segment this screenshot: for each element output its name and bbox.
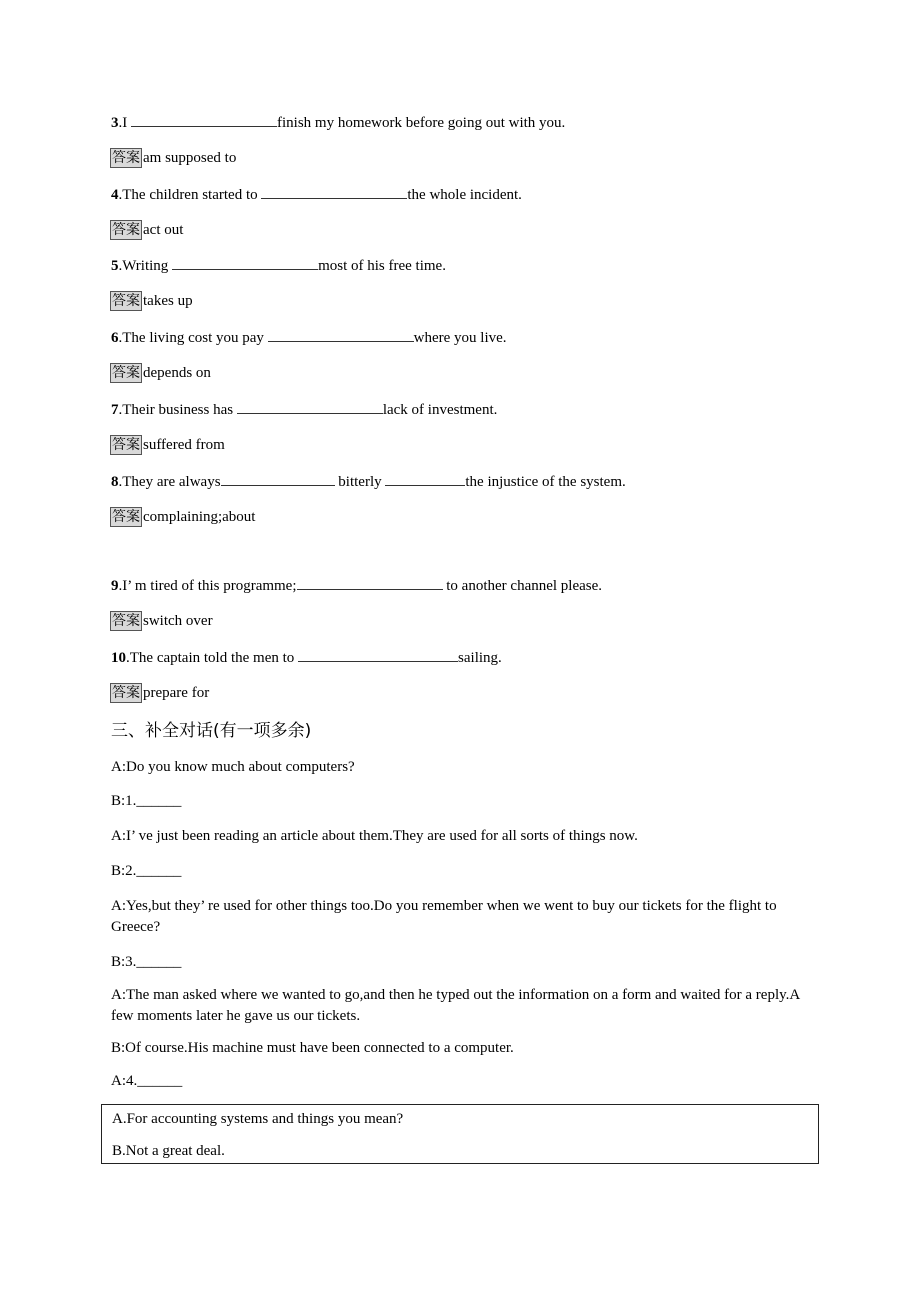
dialogue-line: B:1.______ [111,793,182,809]
answer-blank [237,401,383,414]
answer-blank [298,649,458,662]
question-7: 7.Their business has lack of investment. [111,402,498,418]
dialogue-line: B:2.______ [111,863,182,879]
answer-toggle-button[interactable]: 答案 [112,293,140,309]
question-8: 8.They are always bitterly the injustice of the system. [111,474,626,490]
answer-blank [221,473,335,486]
question-4: 4.The children started to the whole incident. [111,187,522,203]
dialogue-line: A:I’ ve just been reading an article about them.They are used for all sorts of things now. [111,828,638,844]
answer-9: 答案 switch over [112,613,213,629]
question-5: 5.Writing most of his free time. [111,258,446,274]
answer-5: 答案 takes up [112,293,193,309]
answer-blank-2 [385,473,465,486]
dialogue-line: A:Yes,but they’ re used for other things too.Do you remember when we went to buy our tickets for the flight to Greece? [111,898,777,935]
answer-toggle-button[interactable]: 答案 [112,437,140,453]
question-10: 10.The captain told the men to sailing. [111,650,502,666]
answer-toggle-button[interactable]: 答案 [112,613,140,629]
dialogue-line: A:Do you know much about computers? [111,759,355,775]
answer-blank [131,114,277,127]
dialogue-line: A:4.______ [111,1073,183,1089]
question-6: 6.The living cost you pay where you live. [111,330,507,346]
options-box [101,1104,819,1164]
answer-toggle-button[interactable]: 答案 [112,685,140,701]
answer-7: 答案 suffered from [112,437,225,453]
option-b: B.Not a great deal. [112,1143,225,1159]
option-a: A.For accounting systems and things you mean? [112,1111,404,1127]
answer-blank [172,257,318,270]
answer-toggle-button[interactable]: 答案 [112,150,140,166]
dialogue-line: B:3.______ [111,954,182,970]
question-9: 9.I’ m tired of this programme; to another channel please. [111,578,603,594]
answer-8: 答案 complaining;about [112,509,256,525]
answer-6: 答案 depends on [112,365,211,381]
answer-blank [268,329,414,342]
answer-toggle-button[interactable]: 答案 [112,222,140,238]
answer-3: 答案 am supposed to [112,150,237,166]
answer-blank [297,577,443,590]
answer-blank [261,186,407,199]
answer-toggle-button[interactable]: 答案 [112,509,140,525]
dialogue-line: A:The man asked where we wanted to go,and then he typed out the information on a form and waited for a reply.A few moments later he gave us our tickets. [111,987,800,1024]
answer-10: 答案 prepare for [112,685,210,701]
answer-4: 答案 act out [112,222,184,238]
dialogue-line: B:Of course.His machine must have been connected to a computer. [111,1040,514,1056]
question-number: 3 [111,115,119,131]
section-title: 三、补全对话(有一项多余) [111,721,312,741]
answer-toggle-button[interactable]: 答案 [112,365,140,381]
question-3: 3.I finish my homework before going out with you. [111,115,566,131]
